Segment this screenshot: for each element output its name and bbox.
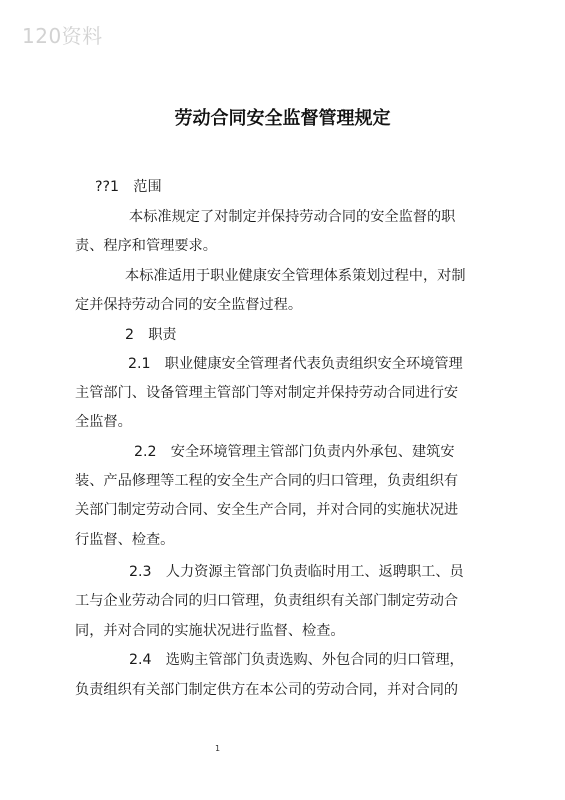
paragraph-line: 2.4 选购主管部门负责选购、外包合同的归口管理， — [129, 652, 464, 668]
paragraph-line: 全监督。 — [75, 414, 132, 430]
paragraph-line: 定并保持劳动合同的安全监督过程。 — [75, 297, 303, 313]
paragraph-line: 本标准适用于职业健康安全管理体系策划过程中，对制 — [125, 268, 466, 284]
section-heading: ??1 范围 — [95, 179, 162, 195]
paragraph-line: 2.2 安全环境管理主管部门负责内外承包、建筑安 — [134, 444, 455, 460]
paragraph-line: 本标准规定了对制定并保持劳动合同的安全监督的职 — [129, 209, 456, 225]
paragraph-line: 工与企业劳动合同的归口管理，负责组织有关部门制定劳动合 — [75, 593, 459, 609]
paragraph-line: 2.1 职业健康安全管理者代表负责组织安全环境管理 — [128, 356, 463, 372]
page-number: 1 — [215, 744, 221, 753]
document-title: 劳动合同安全监督管理规定 — [174, 108, 391, 129]
section-heading: 2 职责 — [125, 327, 177, 343]
paragraph-line: 负责组织有关部门制定供方在本公司的劳动合同，并对合同的 — [75, 682, 459, 698]
paragraph-line: 同，并对合同的实施状况进行监督、检查。 — [75, 623, 345, 639]
paragraph-line: 关部门制定劳动合同、安全生产合同，并对合同的实施状况进 — [75, 502, 459, 518]
paragraph-line: 责、程序和管理要求。 — [75, 238, 217, 254]
paragraph-line: 2.3 人力资源主管部门负责临时用工、返聘职工、员 — [129, 564, 464, 580]
paragraph-line: 装、产品修理等工程的安全生产合同的归口管理，负责组织有 — [75, 473, 459, 489]
watermark: 120资料 — [22, 24, 103, 48]
paragraph-line: 主管部门、设备管理主管部门等对制定并保持劳动合同进行安 — [75, 385, 459, 401]
paragraph-line: 行监督、检查。 — [75, 532, 175, 548]
